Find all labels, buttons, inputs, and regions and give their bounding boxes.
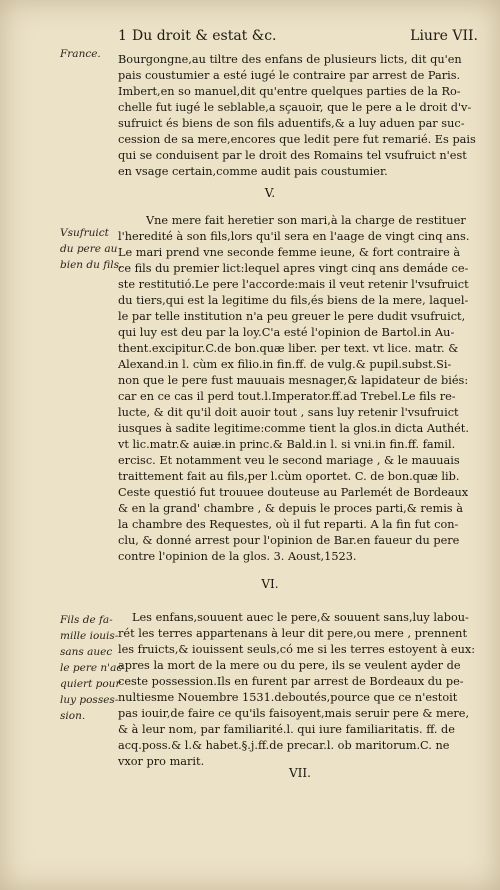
margin-note-line: bien du fils.: [60, 259, 123, 271]
text-line: rét les terres appartenans à leur dit pere,ou mere , prennent: [118, 627, 467, 640]
text-line: ercisc. Et notamment veu le second mariage , & le mauuais: [118, 454, 460, 467]
text-line: la chambre des Requestes, où il fut reparti. A la fin fut con-: [118, 518, 459, 531]
text-line: nultiesme Nouembre 1531.deboutés,pource que ce n'estoit: [118, 691, 458, 704]
running-title: Du droit & estat &c.: [132, 28, 277, 44]
text-line: les fruicts,& iouissent seuls,có me si les terres estoyent à eux:: [118, 643, 476, 656]
text-line: ste restitutió.Le pere l'accorde:mais il veut retenir l'vsufruict: [118, 278, 469, 291]
running-header: [118, 28, 478, 48]
text-line: Alexand.in l. cùm ex filio.in fin.ff. de vulg.& pupil.subst.Si-: [118, 358, 452, 371]
margin-note-france: France.: [60, 48, 101, 60]
text-line: chelle fut iugé le seblable,a sçauoir, que le pere a le droit d'v-: [118, 101, 472, 114]
text-line: qui se conduisent par le droit des Romains tel vsufruict n'est: [118, 149, 467, 162]
margin-note-line: Fils de fa-: [60, 614, 113, 626]
text-line: le par telle institution n'a peu greuer le pere dudit vsufruict,: [118, 310, 466, 323]
text-line: qui luy est deu par la loy.C'a esté l'opinion de Bartol.in Au-: [118, 326, 455, 339]
text-line: car en ce cas il perd tout.l.Imperator.ff.ad Trebel.Le fils re-: [118, 390, 456, 403]
text-line: Le mari prend vne seconde femme ieune, & fort contraire à: [118, 246, 461, 259]
margin-note-line: sans auec: [60, 646, 113, 658]
margin-note-line: sion.: [60, 710, 86, 722]
text-line: en vsage certain,comme audit pais coustumier.: [118, 165, 388, 178]
text-line: Les enfans,souuent auec le pere,& souuent sans,luy labou-: [132, 611, 469, 624]
text-line: thent.excipitur.C.de bon.quæ liber. per text. vt lice. matr. &: [118, 342, 459, 355]
text-line: ce fils du premier lict:lequel apres vingt cinq ans demáde ce-: [118, 262, 469, 275]
text-line: cession de sa mere,encores que ledit pere fut remarié. Es pais: [118, 133, 476, 146]
margin-note-line: quiert pour: [60, 678, 121, 690]
margin-note-line: du pere au: [60, 243, 118, 255]
margin-note-line: Vsufruict: [60, 227, 109, 239]
text-line: l'heredité à son fils,lors qu'il sera en l'aage de vingt cinq ans.: [118, 230, 470, 243]
text-line: apres la mort de la mere ou du pere, ils se veulent ayder de: [118, 659, 461, 672]
text-line: pas iouir,de faire ce qu'ils faisoyent,mais seruir pere & mere,: [118, 707, 470, 720]
text-line: clu, & donné arrest pour l'opinion de Bar.en faueur du pere: [118, 534, 460, 547]
text-line: & en la grand' chambre , & depuis le proces parti,& remis à: [118, 502, 463, 515]
section-number-vii: VII.: [289, 766, 311, 780]
text-line: Imbert,en so manuel,dit qu'entre quelques parties de la Ro-: [118, 85, 461, 98]
section-number-v: V.: [264, 186, 276, 200]
text-line: Bourgongne,au tiltre des enfans de plusieurs licts, dit qu'en: [118, 53, 462, 66]
margin-note-line: le pere n'ac: [60, 662, 123, 674]
text-line: contre l'opinion de la glos. 3. Aoust,1523.: [118, 550, 357, 563]
margin-note-line: luy posses-: [60, 694, 119, 706]
text-line: non que le pere fust mauuais mesnager,& lapidateur de biés:: [118, 374, 469, 387]
page-number: 1: [118, 28, 127, 44]
text-line: & à leur nom, par familiarité.l. qui iure familiaritatis. ff. de: [118, 723, 455, 736]
book-label: Liure VII.: [410, 28, 478, 44]
text-line: pais coustumier a esté iugé le contraire par arrest de Paris.: [118, 69, 461, 82]
text-line: ceste possession.Ils en furent par arrest de Bordeaux du pe-: [118, 675, 464, 688]
text-line: vxor pro marit.: [118, 755, 205, 768]
text-line: sufruict és biens de son fils aduentifs,& a luy aduen par suc-: [118, 117, 465, 130]
text-line: Ceste questió fut trouuee douteuse au Parlemét de Bordeaux: [118, 486, 469, 499]
text-line: Vne mere fait heretier son mari,à la charge de restituer: [146, 214, 466, 227]
text-line: du tiers,qui est la legitime du fils,és biens de la mere, laquel-: [118, 294, 469, 307]
section-number-vi: VI.: [261, 577, 279, 591]
margin-note-line: mille iouis-: [60, 630, 119, 642]
text-line: iusques à sadite legitime:comme tient la glos.in dicta Authét.: [118, 422, 469, 435]
text-line: acq.poss.& l.& habet.§.j.ff.de precar.l. ob maritorum.C. ne: [118, 739, 450, 752]
text-line: vt lic.matr.& auiæ.in princ.& Bald.in l. si vni.in fin.ff. famil.: [118, 438, 456, 451]
text-line: traittement fait au fils,per l.cùm oportet. C. de bon.quæ lib.: [118, 470, 460, 483]
text-line: lucte, & dit qu'il doit auoir tout , sans luy retenir l'vsufruict: [118, 406, 459, 419]
